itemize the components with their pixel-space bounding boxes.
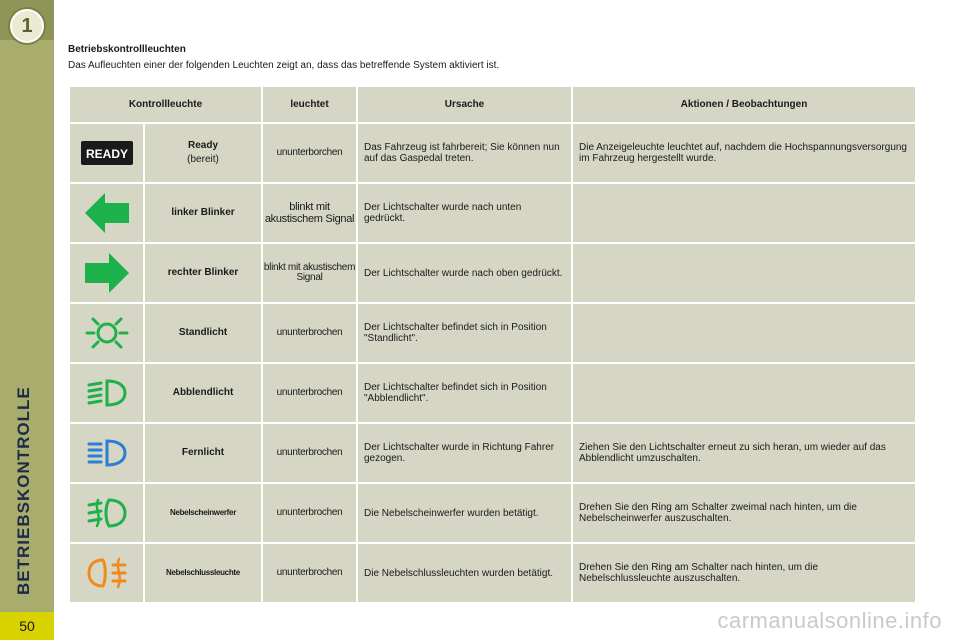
low-beam-icon <box>85 377 129 409</box>
lamp-status: ununterbrochen <box>262 363 357 423</box>
lamp-name: Nebelscheinwerfer <box>144 483 262 543</box>
lamp-cause: Die Nebelscheinwerfer wurden betätigt. <box>357 483 572 543</box>
table-row <box>69 123 916 183</box>
table-row <box>69 243 916 303</box>
lamp-cause: Der Lichtschalter wurde nach oben gedrückt. <box>357 243 572 303</box>
lamp-cause: Die Nebelschlussleuchten wurden betätigt. <box>357 543 572 603</box>
ready-icon <box>80 139 134 167</box>
chapter-number: 1 <box>21 15 33 37</box>
table-row <box>69 423 916 483</box>
lamp-action: Die Anzeigeleuchte leuchtet auf, nachdem die Hochspannungsversorgung im Fahrzeug hergestellt wurde. <box>572 123 916 183</box>
lamp-name: Nebelschlussleuchte <box>144 543 262 603</box>
lamp-status: blinkt mit akustischem Signal <box>262 183 357 243</box>
lamp-name: Abblendlicht <box>144 363 262 423</box>
lamp-action: Drehen Sie den Ring am Schalter zweimal nach hinten, um die Nebelscheinwerfer auszuschalten. <box>572 483 916 543</box>
lamp-sub-label: (bereit) <box>187 154 219 165</box>
lamp-cause: Der Lichtschalter wurde nach unten gedrückt. <box>357 183 572 243</box>
table-row <box>69 303 916 363</box>
lamp-action: Ziehen Sie den Lichtschalter erneut zu sich heran, um wieder auf das Abblendlicht umzuschalten. <box>572 423 916 483</box>
lamp-status: ununterbrochen <box>262 483 357 543</box>
lamp-name: linker Blinker <box>144 183 262 243</box>
lamp-name: Standlicht <box>144 303 262 363</box>
watermark-text: carmanualsonline.info <box>717 608 942 633</box>
arrow-left-icon <box>83 191 131 235</box>
header-lit: leuchtet <box>262 86 357 123</box>
lamp-name: Ready <box>187 140 218 151</box>
table-header-row <box>69 86 916 123</box>
page-number-box <box>0 612 54 640</box>
lamp-status: ununterbrochen <box>262 303 357 363</box>
header-actions: Aktionen / Beobachtungen <box>572 86 916 123</box>
chapter-sidebar <box>0 0 54 640</box>
lamp-action <box>572 363 916 423</box>
lamp-action: Drehen Sie den Ring am Schalter nach hinten, um die Nebelschlussleuchte auszuschalten. <box>572 543 916 603</box>
section-heading: Betriebskontrollleuchten <box>68 44 186 55</box>
lamp-status: ununterbrochen <box>262 543 357 603</box>
chapter-number-badge <box>10 9 44 43</box>
sidelight-icon <box>84 310 130 356</box>
indicator-table <box>68 85 917 604</box>
table-row <box>69 483 916 543</box>
svg-text:READY: READY <box>85 147 128 161</box>
lamp-status: ununterbrochen <box>262 423 357 483</box>
lamp-name: rechter Blinker <box>144 243 262 303</box>
arrow-right-icon <box>83 251 131 295</box>
lamp-status: blinkt mit akustischem Signal <box>262 243 357 303</box>
header-lamp: Kontrollleuchte <box>69 86 262 123</box>
lamp-cause: Das Fahrzeug ist fahrbereit; Sie können nun auf das Gaspedal treten. <box>357 123 572 183</box>
high-beam-icon <box>85 437 129 469</box>
lamp-action <box>572 183 916 243</box>
table-row <box>69 543 916 603</box>
section-intro: Das Aufleuchten einer der folgenden Leuchten zeigt an, dass das betreffende System aktiviert ist. <box>68 60 500 71</box>
header-cause: Ursache <box>357 86 572 123</box>
table-row <box>69 183 916 243</box>
lamp-cause: Der Lichtschalter befindet sich in Position "Abblendlicht". <box>357 363 572 423</box>
page-number: 50 <box>19 618 35 634</box>
rear-fog-icon <box>85 556 129 590</box>
lamp-action <box>572 303 916 363</box>
lamp-cause: Der Lichtschalter wurde in Richtung Fahrer gezogen. <box>357 423 572 483</box>
chapter-title: BETRIEBSKONTROLLE <box>14 386 33 595</box>
lamp-action <box>572 243 916 303</box>
front-fog-icon <box>85 496 129 530</box>
table-row <box>69 363 916 423</box>
lamp-cause: Der Lichtschalter befindet sich in Position "Standlicht". <box>357 303 572 363</box>
lamp-name: Fernlicht <box>144 423 262 483</box>
lamp-status: ununterborchen <box>262 123 357 183</box>
